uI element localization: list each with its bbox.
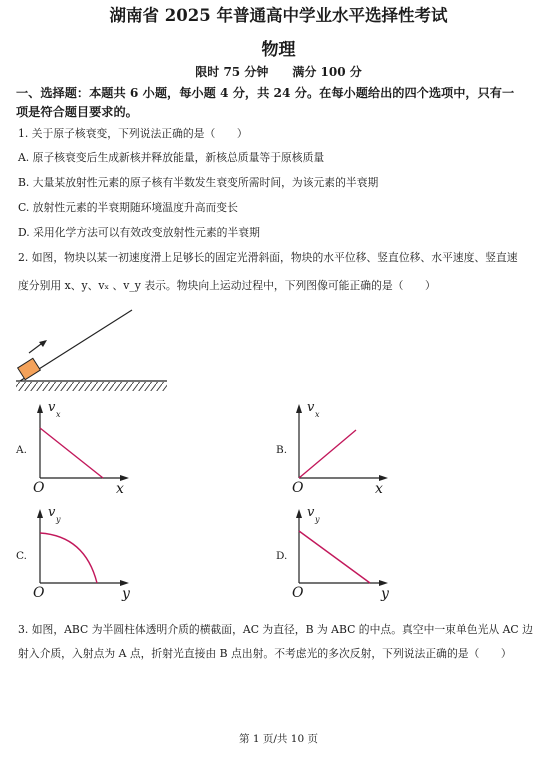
sliding-block	[18, 358, 41, 379]
ground-hatching	[16, 382, 167, 391]
graph-c-yaxis-sub: y	[56, 515, 61, 524]
graph-c-xaxis: y	[122, 586, 130, 602]
graph-d-yaxis-sub: y	[315, 515, 320, 524]
graph-c-curve	[40, 533, 97, 583]
graph-d-xaxis: y	[381, 586, 389, 602]
graph-a-yaxis: v	[48, 400, 56, 415]
q1-option-b: B. 大量某放射性元素的原子核有半数发生衰变所需时间，为该元素的半衰期	[18, 176, 379, 189]
q1-stem: 1. 关于原子核衰变，下列说法正确的是（ ）	[18, 127, 248, 140]
graph-b-yaxis-sub: x	[315, 410, 320, 419]
exam-meta: 限时 75 分钟 满分 100 分	[195, 65, 362, 79]
graph-c	[37, 509, 129, 586]
graph-b-yaxis: v	[307, 400, 315, 415]
q3-stem-line2: 射入介质，入射点为 A 点，折射光直接由 B 点出射。不考虑光的多次反射，下列说法正确的是（ ）	[18, 647, 512, 660]
graph-d-yaxis: v	[307, 505, 315, 520]
graph-a	[37, 404, 129, 481]
graph-a-label: A.	[16, 444, 27, 456]
graph-d	[296, 509, 388, 586]
q2-stem-line2: 度分别用 x、y、vₓ 、v_y 表示。物块向上运动过程中，下列图像可能正确的是（ ）	[18, 279, 436, 292]
subject-title: 物理	[261, 40, 296, 60]
q1-option-d: D. 采用化学方法可以有效改变放射性元素的半衰期	[18, 226, 260, 239]
graph-b-curve	[299, 430, 356, 478]
q1-option-c: C. 放射性元素的半衰期随环境温度升高而变长	[18, 201, 238, 214]
exam-title: 湖南省 2025 年普通高中学业水平选择性考试	[109, 6, 448, 25]
graph-c-yaxis: v	[48, 505, 56, 520]
graph-a-xaxis: x	[116, 481, 124, 497]
graph-d-origin: O	[292, 585, 304, 601]
graph-b-xaxis: x	[375, 481, 383, 497]
q1-option-a: A. 原子核衰变后生成新核并释放能量，新核总质量等于原核质量	[18, 151, 325, 164]
graph-b-origin: O	[292, 480, 304, 496]
graph-a-curve	[40, 428, 103, 478]
section-heading-line1: 一、选择题：本题共 6 小题，每小题 4 分，共 24 分。在每小题给出的四个选项中，只有一	[16, 86, 515, 100]
graph-c-origin: O	[33, 585, 45, 601]
q2-stem-line1: 2. 如图，物块以某一初速度滑上足够长的固定光滑斜面，物块的水平位移、竖直位移、水平速度、竖直速	[18, 251, 518, 264]
graph-a-origin: O	[33, 480, 45, 496]
graph-b	[296, 404, 388, 481]
section-heading-line2: 项是符合题目要求的。	[16, 105, 138, 119]
graph-a-yaxis-sub: x	[56, 410, 61, 419]
graph-c-label: C.	[16, 550, 27, 562]
velocity-arrow-head	[39, 340, 47, 347]
graph-d-label: D.	[276, 550, 288, 562]
graph-d-curve	[299, 531, 370, 583]
q3-stem-line1: 3. 如图，ABC 为半圆柱体透明介质的横截面，AC 为直径，B 为 ABC 的中点。真空中一束单色光从 AC 边	[18, 623, 533, 636]
page-number: 第 1 页/共 10 页	[239, 733, 318, 745]
graph-b-label: B.	[276, 444, 288, 456]
